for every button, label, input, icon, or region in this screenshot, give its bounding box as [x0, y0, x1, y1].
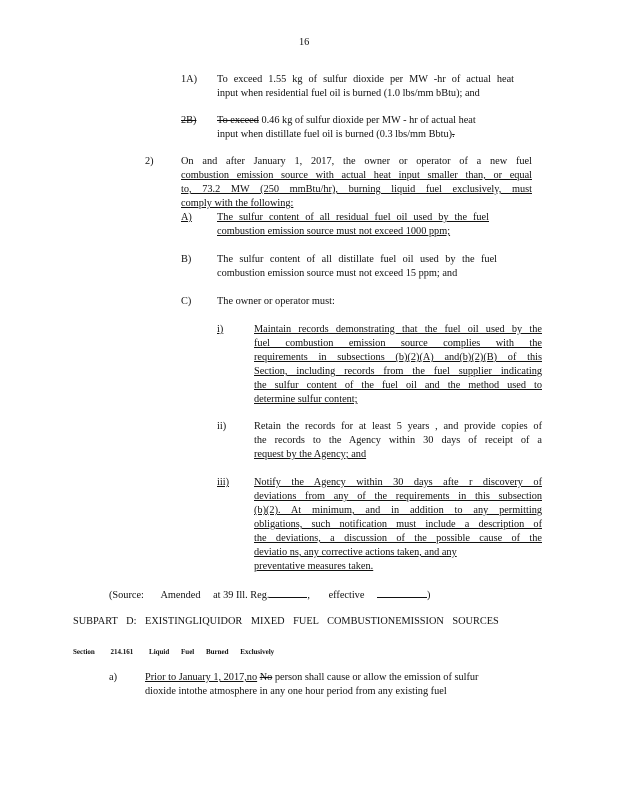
source-open: (Source: [109, 590, 144, 601]
section-label: Section [73, 648, 95, 656]
item-i-line: Section, including records from the fuel supplier indicating [254, 366, 542, 377]
item-iii-line: deviatio ns, any corrective actions taken, and any [254, 547, 457, 558]
item-1a-marker: 1A) [181, 74, 198, 85]
item-1a-text [217, 73, 514, 101]
item-2-line: to, 73.2 MW (250 mmBtu/hr), burning liquid fuel exclusively, must [181, 184, 532, 195]
item-2a-marker: A) [181, 212, 192, 223]
item-ii-marker: ii) [217, 421, 227, 432]
struck-text: To exceed [217, 115, 259, 126]
page-number: 16 [299, 37, 310, 48]
item-2b-line [217, 128, 514, 142]
item-2b-line1-rest: 0.46 kg of sulfur dioxide per MW - hr of actual heat [261, 115, 476, 126]
item-iii-line: deviations from any of the requirements in this subsection [254, 491, 542, 502]
item-i-line: requirements in subsections (b)(2)(A) and(b)(2)(B) of this [254, 352, 542, 363]
item-1a-line: To exceed 1.55 kg of sulfur dioxide per MW -hr of actual heat [217, 74, 514, 85]
item-i-line: fuel combustion emission source complies with the [254, 338, 542, 349]
source-effective: effective [328, 590, 365, 601]
item-iii-line: preventative measures taken. [254, 561, 374, 572]
item-iii-text [254, 476, 542, 574]
item-iii-line: (b)(2). At minimum, and in addition to any permitting [254, 505, 542, 516]
item-i-line: the sulfur content of the fuel oil and the method used to [254, 380, 542, 391]
item-2a-line: combustion emission source must not exceed 1000 ppm; [217, 226, 451, 237]
item-ii-line: Retain the records for at least 5 years , and provide copies of [254, 421, 542, 432]
item-2b-new-line: combustion emission source must not exceed 15 ppm; and [217, 268, 458, 279]
source-amended: Amended [160, 590, 201, 601]
item-2-line: combustion emission source with actual heat input smaller than, or equal [181, 170, 532, 181]
item-2a-line: The sulfur content of all residual fuel oil used by the fuel [217, 212, 489, 223]
item-i-line: determine sulfur content; [254, 394, 358, 405]
source-close: ) [426, 590, 431, 601]
source-at: at 39 Ill. Reg. [213, 590, 270, 601]
section-title: Liquid Fuel Burned Exclusively [149, 648, 275, 656]
item-2-text [181, 155, 532, 211]
item-2b-text [217, 114, 514, 142]
subpart-heading: SUBPART D: EXISTINGLIQUIDOR MIXED FUEL COMBUSTIONEMISSION SOURCES [73, 616, 499, 627]
item-2-marker: 2) [145, 156, 154, 167]
source-comma: , [307, 590, 310, 601]
item-a-marker: a) [109, 672, 117, 683]
item-i-line: Maintain records demonstrating that the fuel oil used by the [254, 324, 542, 335]
item-i-text [254, 323, 542, 407]
item-iii-marker: iii) [217, 477, 230, 488]
item-2b-new-text [217, 253, 497, 281]
item-ii-text [254, 420, 542, 462]
item-a-line1-post: person shall cause or allow the emission of sulfur [274, 672, 479, 683]
item-a-text [145, 671, 533, 699]
item-2b-new-line: The sulfur content of all distillate fuel oil used by the fuel [217, 254, 497, 265]
item-1a-line: input when residential fuel oil is burned (1.0 lbs/mm bBtu); and [217, 88, 480, 99]
item-2b-line2: input when distillate fuel oil is burned (0.3 lbs/mm Bbtu) [217, 129, 453, 140]
source-note [109, 587, 430, 603]
section-number: 214.161 [110, 648, 134, 656]
item-a-line: dioxide intothe atmosphere in any one hour period from any existing fuel [145, 686, 447, 697]
item-2b-new-marker: B) [181, 254, 192, 265]
item-2b-line [217, 114, 514, 128]
item-iii-line: obligations, such notification must include a description of [254, 519, 542, 530]
item-a-struck: No [259, 672, 273, 683]
item-ii-line: the records to the Agency within 30 days of receipt of a [254, 435, 542, 446]
register-blank [269, 587, 307, 598]
item-a-inserted: Prior to January 1, 2017,no [145, 672, 258, 683]
item-2b-marker: 2B) [181, 115, 197, 126]
item-2a-text [217, 211, 489, 239]
item-2c-text: The owner or operator must: [217, 296, 335, 307]
item-2-line: comply with the following: [181, 198, 294, 209]
item-iii-line: Notify the Agency within 30 days afte r discovery of [254, 477, 542, 488]
item-ii-line: request by the Agency; and [254, 449, 367, 460]
item-2c-marker: C) [181, 296, 192, 307]
effective-date-blank [377, 587, 427, 598]
item-a-line [145, 671, 533, 685]
item-2-line: On and after January 1, 2017, the owner or operator of a new fuel [181, 156, 532, 167]
item-i-marker: i) [217, 324, 224, 335]
item-iii-line: the deviations, a discussion of the possible cause of the [254, 533, 542, 544]
struck-period: . [452, 129, 455, 140]
section-heading [73, 645, 274, 659]
